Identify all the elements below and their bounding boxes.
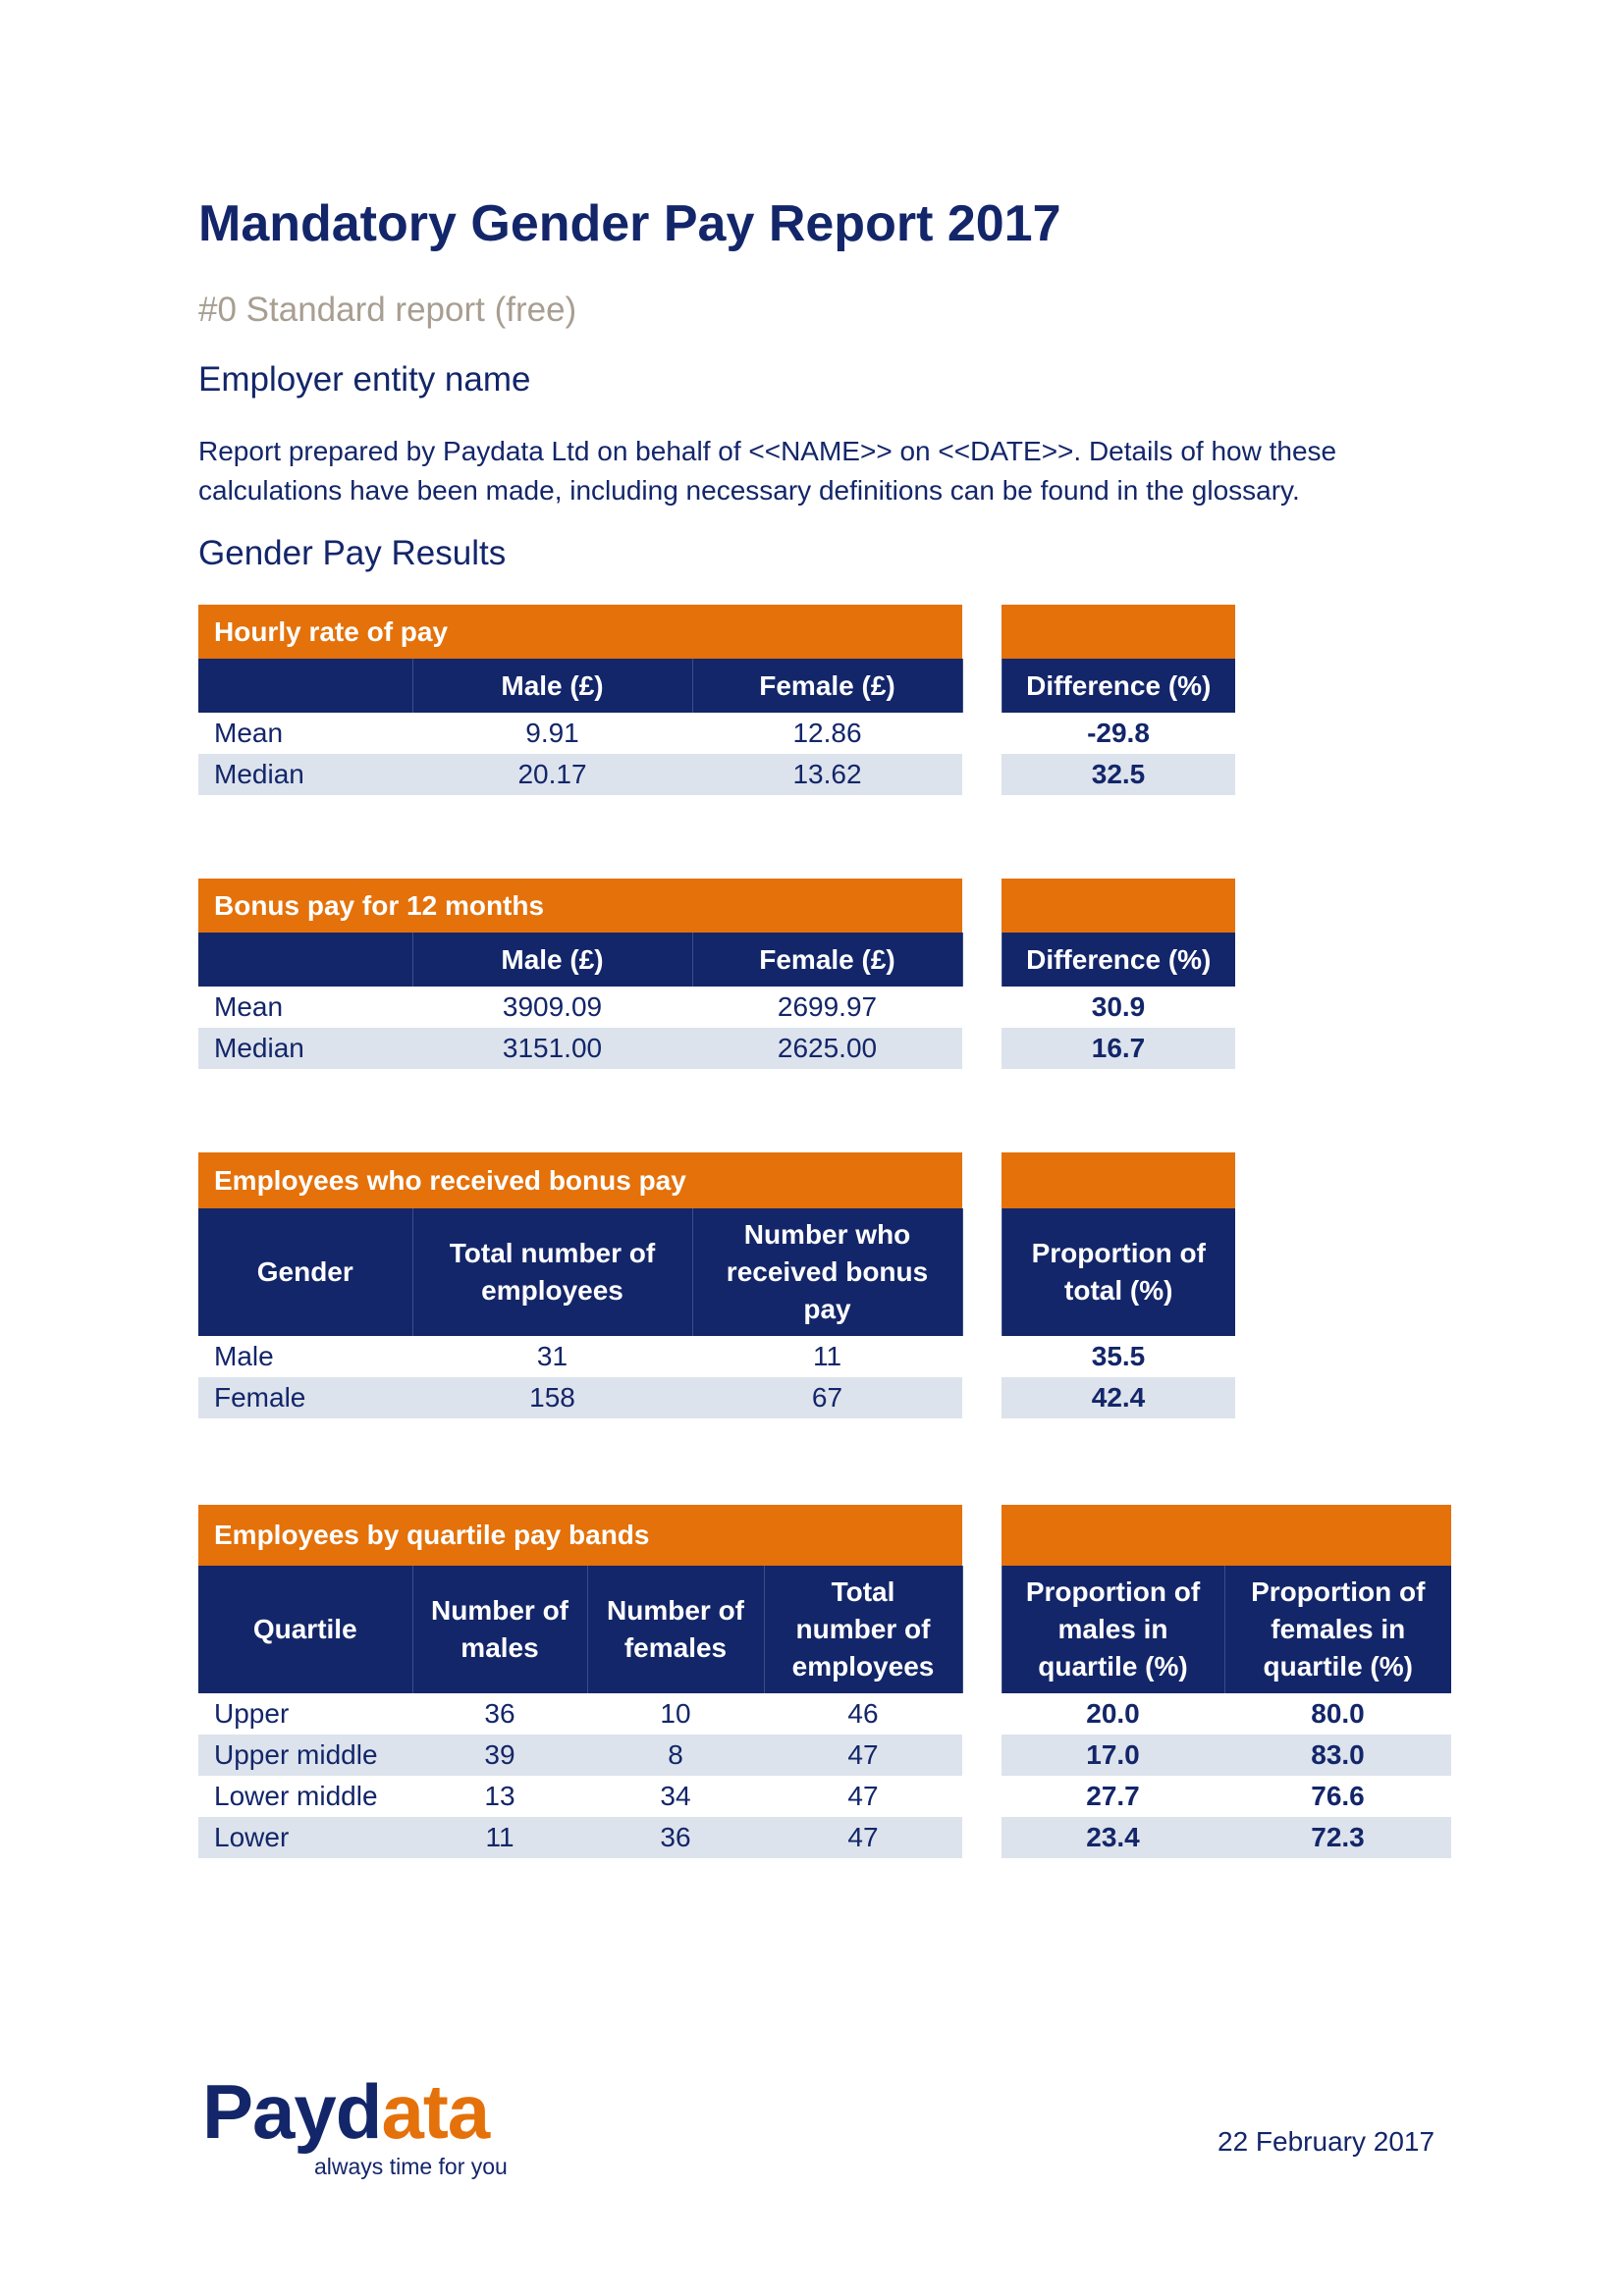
header-number-females: Number of females <box>587 1566 764 1693</box>
logo-part-1: Payd <box>202 2068 382 2155</box>
cell-female: 2699.97 <box>777 991 878 1022</box>
row-label: Median <box>198 1028 412 1069</box>
header-received-bonus: Number who received bonus pay <box>692 1208 962 1336</box>
row-label: Lower <box>198 1817 412 1858</box>
table-row <box>198 713 1235 754</box>
cell-female: 13.62 <box>692 754 962 795</box>
cell-females: 10 <box>660 1698 691 1729</box>
hourly-table-title: Hourly rate of pay <box>198 605 962 659</box>
cell-prop-males: 17.0 <box>1001 1735 1224 1776</box>
cell-proportion: 35.5 <box>1091 1341 1146 1371</box>
report-date: 22 February 2017 <box>1218 2126 1435 2157</box>
header-gender: Gender <box>198 1208 412 1336</box>
header-total-employees: Total number of employees <box>764 1566 962 1693</box>
cell-total: 47 <box>764 1735 962 1776</box>
header-total-employees: Total number of employees <box>412 1208 692 1336</box>
cell-male: 9.91 <box>525 718 579 748</box>
header-quartile: Quartile <box>198 1566 412 1693</box>
bonus-pay-table <box>198 879 1235 1069</box>
cell-prop-females: 80.0 <box>1311 1698 1365 1729</box>
cell-total: 47 <box>847 1781 879 1811</box>
bonus-header-male: Male (£) <box>412 933 692 987</box>
row-label: Female <box>198 1377 412 1418</box>
cell-female: 2625.00 <box>692 1028 962 1069</box>
cell-total: 158 <box>412 1377 692 1418</box>
table-row <box>198 1028 1235 1069</box>
cell-prop-males: 23.4 <box>1001 1817 1224 1858</box>
quartile-prop-band <box>1001 1505 1451 1566</box>
cell-females: 8 <box>587 1735 764 1776</box>
report-subtitle: #0 Standard report (free) <box>198 291 577 329</box>
bonus-recipients-table <box>198 1152 1235 1418</box>
cell-female: 12.86 <box>792 718 862 748</box>
bonus-recipients-band <box>1001 1152 1235 1208</box>
table-row <box>198 1693 1451 1735</box>
table-row <box>198 987 1235 1028</box>
cell-total: 47 <box>764 1817 962 1858</box>
row-label: Mean <box>214 991 284 1022</box>
header-prop-females: Proportion of females in quartile (%) <box>1224 1566 1451 1693</box>
header-number-males: Number of males <box>412 1566 587 1693</box>
hourly-header-diff: Difference (%) <box>1001 659 1235 713</box>
bonus-table-title: Bonus pay for 12 months <box>198 879 962 933</box>
hourly-pay-table <box>198 605 1235 795</box>
bonus-header-female: Female (£) <box>692 933 962 987</box>
bonus-diff-band <box>1001 879 1235 933</box>
row-label: Upper <box>214 1698 290 1729</box>
intro-paragraph: Report prepared by Paydata Ltd on behalf of <<NAME>> on <<DATE>>. Details of how these calculations have been made, including necessary definitions can be found in the glossary. <box>198 436 1337 506</box>
cell-proportion: 42.4 <box>1001 1377 1235 1418</box>
cell-diff: 32.5 <box>1001 754 1235 795</box>
cell-diff: 16.7 <box>1001 1028 1235 1069</box>
quartile-table <box>198 1505 1451 1858</box>
row-label: Mean <box>214 718 284 748</box>
row-label: Male <box>214 1341 274 1371</box>
paydata-logo <box>202 2068 508 2180</box>
quartile-table-title: Employees by quartile pay bands <box>198 1505 962 1566</box>
table-row <box>198 1735 1451 1776</box>
bonus-header-blank <box>198 933 412 987</box>
cell-male: 3151.00 <box>412 1028 692 1069</box>
table-row <box>198 1817 1451 1858</box>
cell-total: 31 <box>536 1341 568 1371</box>
employer-name: Employer entity name <box>198 360 531 399</box>
cell-males: 36 <box>484 1698 515 1729</box>
bonus-header-diff: Difference (%) <box>1001 933 1235 987</box>
hourly-header-male: Male (£) <box>412 659 692 713</box>
cell-male: 20.17 <box>412 754 692 795</box>
cell-females: 36 <box>587 1817 764 1858</box>
results-heading: Gender Pay Results <box>198 534 507 572</box>
page-title: Mandatory Gender Pay Report 2017 <box>198 195 1061 252</box>
cell-prop-males: 27.7 <box>1086 1781 1140 1811</box>
cell-total: 46 <box>847 1698 879 1729</box>
hourly-diff-band <box>1001 605 1235 659</box>
hourly-header-female: Female (£) <box>692 659 962 713</box>
cell-received: 67 <box>692 1377 962 1418</box>
cell-diff: 30.9 <box>1091 991 1146 1022</box>
logo-wordmark <box>202 2068 508 2155</box>
table-row <box>198 1336 1235 1377</box>
cell-males: 13 <box>484 1781 515 1811</box>
table-row <box>198 754 1235 795</box>
row-label: Upper middle <box>198 1735 412 1776</box>
cell-prop-females: 76.6 <box>1311 1781 1365 1811</box>
cell-males: 11 <box>412 1817 587 1858</box>
header-prop-males: Proportion of males in quartile (%) <box>1001 1566 1224 1693</box>
cell-prop-females: 72.3 <box>1224 1817 1451 1858</box>
table-row <box>198 1377 1235 1418</box>
hourly-header-blank <box>198 659 412 713</box>
logo-part-2: ata <box>381 2068 490 2155</box>
row-label: Lower middle <box>214 1781 378 1811</box>
cell-prop-females: 83.0 <box>1224 1735 1451 1776</box>
cell-received: 11 <box>812 1341 842 1371</box>
header-proportion-total: Proportion of total (%) <box>1001 1208 1235 1336</box>
cell-male: 3909.09 <box>502 991 603 1022</box>
cell-females: 34 <box>660 1781 691 1811</box>
cell-males: 39 <box>412 1735 587 1776</box>
logo-tagline: always time for you <box>314 2154 508 2179</box>
cell-prop-males: 20.0 <box>1086 1698 1140 1729</box>
cell-diff: -29.8 <box>1087 718 1150 748</box>
row-label: Median <box>198 754 412 795</box>
bonus-recipients-title: Employees who received bonus pay <box>198 1152 962 1208</box>
table-row <box>198 1776 1451 1817</box>
